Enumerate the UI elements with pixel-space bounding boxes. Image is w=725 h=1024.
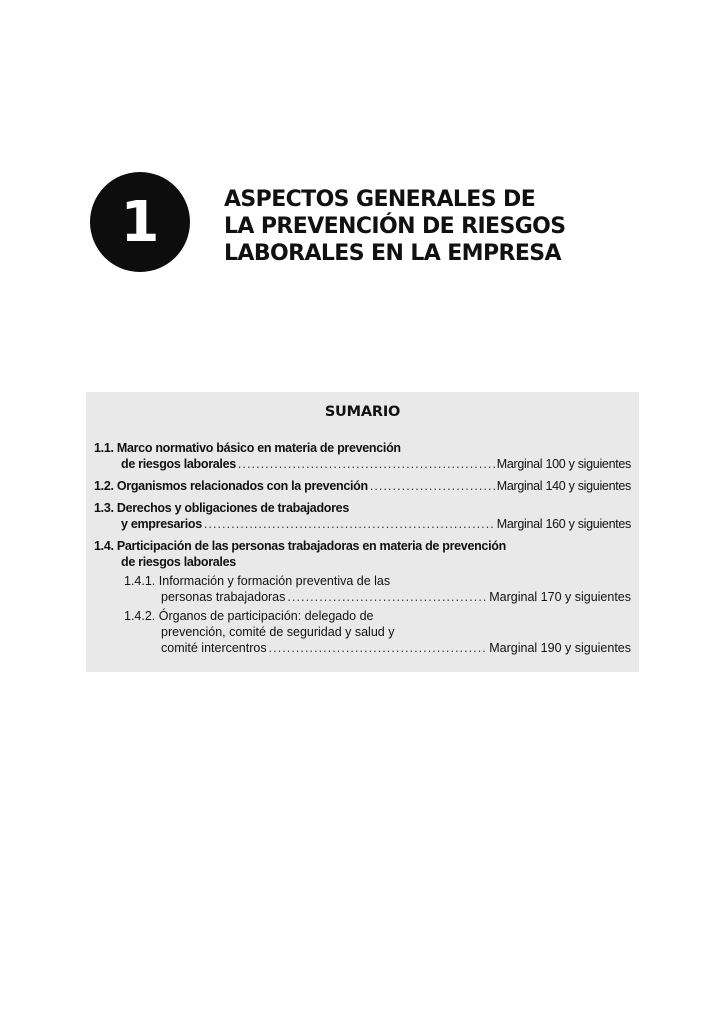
toc-subentry-number: 1.4.1. [124, 574, 156, 588]
summary-box [86, 392, 639, 672]
toc-entry-number: 1.2. [94, 479, 114, 493]
toc-entry-text: Organismos relacionados con la prevención [116, 479, 368, 493]
chapter-number: 1 [120, 189, 160, 255]
chapter-title-line: LABORALES EN LA EMPRESA [224, 241, 561, 266]
toc-entry-text: Participación de las personas trabajadoras en materia de prevención [116, 539, 506, 553]
toc-entry-1-4[interactable] [94, 538, 631, 656]
toc-entry-1-1[interactable] [94, 440, 631, 472]
toc-subentry-text: Órganos de participación: delegado de [158, 609, 374, 623]
toc-entry-number: 1.4. [94, 539, 114, 553]
dot-leader [269, 640, 488, 656]
dot-leader [238, 456, 495, 472]
toc-entry-number: 1.1. [94, 441, 114, 455]
table-of-contents [94, 440, 631, 662]
chapter-title [224, 186, 644, 267]
toc-marginal: Marginal 170 y siguientes [489, 590, 631, 604]
toc-marginal: Marginal 100 y siguientes [496, 457, 631, 471]
toc-entry-1-2[interactable] [94, 478, 631, 494]
toc-subentry-text: prevención, comité de seguridad y salud y [161, 625, 395, 639]
chapter-title-line: LA PREVENCIÓN DE RIESGOS [224, 214, 566, 239]
dot-leader [287, 589, 487, 605]
toc-marginal: Marginal 160 y siguientes [496, 517, 631, 531]
toc-entry-text: Marco normativo básico en materia de prevención [116, 441, 401, 455]
dot-leader [204, 516, 495, 532]
toc-subentry-number: 1.4.2. [124, 609, 156, 623]
toc-entry-text: Derechos y obligaciones de trabajadores [116, 501, 349, 515]
toc-subentry-text: personas trabajadoras [161, 590, 286, 604]
toc-entry-1-3[interactable] [94, 500, 631, 532]
toc-subentry-text: comité intercentros [161, 641, 267, 655]
dot-leader [370, 478, 495, 494]
toc-subentry-1-4-2[interactable] [94, 608, 631, 656]
summary-heading: SUMARIO [324, 404, 401, 420]
toc-subentry-1-4-1[interactable] [94, 573, 631, 605]
toc-entry-text: y empresarios [121, 517, 202, 531]
toc-marginal: Marginal 140 y siguientes [496, 479, 631, 493]
toc-entry-text: de riesgos laborales [121, 457, 236, 471]
toc-entry-text: de riesgos laborales [121, 555, 236, 569]
toc-subentry-text: Información y formación preventiva de las [158, 574, 391, 588]
toc-marginal: Marginal 190 y siguientes [489, 641, 631, 655]
toc-entry-number: 1.3. [94, 501, 114, 515]
chapter-title-line: ASPECTOS GENERALES DE [224, 187, 536, 212]
chapter-number-badge [90, 172, 190, 272]
